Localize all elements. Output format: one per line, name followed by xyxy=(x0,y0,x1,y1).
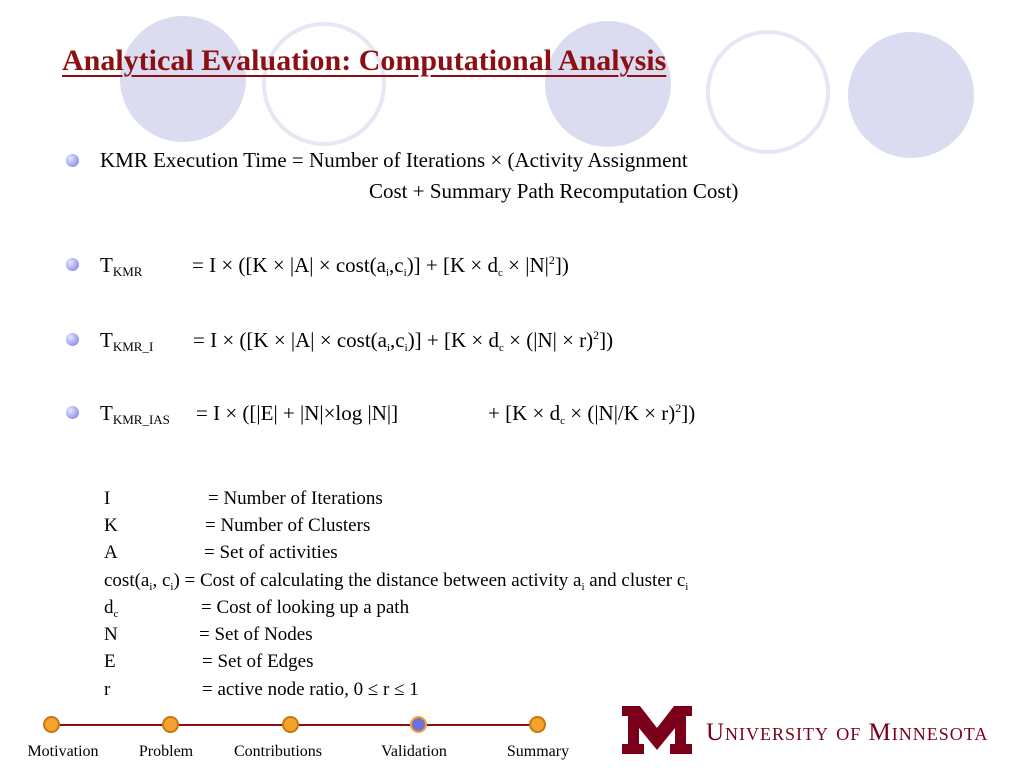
decor-ring-2 xyxy=(706,30,830,154)
formula-part: )] + [K × d xyxy=(407,328,500,352)
definition-desc-a: = Set of activities xyxy=(204,542,338,563)
formula-part: + [K × d xyxy=(488,401,561,425)
bullet-icon xyxy=(66,406,79,419)
formula-subscript: i xyxy=(385,267,390,279)
decor-ring-1 xyxy=(262,22,386,146)
definition-subscript: i xyxy=(170,581,174,593)
formula-subscript: c xyxy=(498,267,503,279)
university-logo-mark xyxy=(620,706,694,754)
definition-term-n: N xyxy=(104,624,118,645)
nav-link-validation[interactable]: Validation xyxy=(381,743,447,760)
definition-term-r: r xyxy=(104,679,111,700)
formula-t-kmr-i xyxy=(100,328,154,354)
decor-circle-1 xyxy=(120,16,246,142)
nav-link-summary[interactable]: Summary xyxy=(506,743,570,760)
definition-desc-n: = Set of Nodes xyxy=(199,624,313,645)
definition-part: d xyxy=(104,597,114,618)
bullet-kmr-execution-time-line2: Cost + Summary Path Recomputation Cost) xyxy=(369,179,739,203)
definition-cost xyxy=(104,570,689,593)
bullet-icon xyxy=(66,333,79,346)
slide-title: Analytical Evaluation: Computational Analysis xyxy=(62,44,667,77)
formula-part: × |N| xyxy=(502,253,549,277)
definition-term-i: I xyxy=(104,488,111,509)
nav-dot-validation[interactable] xyxy=(410,716,427,733)
nav-dot-motivation[interactable] xyxy=(43,716,60,733)
formula-superscript: 2 xyxy=(675,401,682,415)
formula-superscript: 2 xyxy=(548,253,555,267)
formula-part: = I × ([K × |A| × cost(a xyxy=(192,253,386,277)
nav-dot-contributions[interactable] xyxy=(282,716,299,733)
formula-subscript: i xyxy=(404,342,408,354)
formula-part: ]) xyxy=(554,253,569,277)
definition-part: cost(a xyxy=(104,570,150,591)
nav-link-contributions[interactable]: Contributions xyxy=(233,743,323,760)
formula-subscript: c xyxy=(499,342,504,354)
formula-subscript: KMR_IAS xyxy=(112,412,170,427)
formula-subscript: i xyxy=(386,342,391,354)
nav-link-motivation[interactable]: Motivation xyxy=(27,743,99,760)
formula-symbol: T xyxy=(100,253,113,277)
definition-term-e: E xyxy=(104,651,116,672)
definition-subscript: c xyxy=(113,608,119,620)
nav-link-problem[interactable]: Problem xyxy=(138,743,194,760)
formula-symbol: T xyxy=(100,328,113,352)
definition-part: and cluster c xyxy=(584,570,686,591)
formula-part: ,c xyxy=(390,328,405,352)
definition-desc-k: = Number of Clusters xyxy=(205,515,371,536)
formula-part: ,c xyxy=(389,253,404,277)
definition-subscript: i xyxy=(149,581,153,593)
formula-part: × (|N| × r) xyxy=(503,328,594,352)
formula-part: = I × ([|E| + |N|×log |N|] xyxy=(196,401,399,425)
nav-dot-summary[interactable] xyxy=(529,716,546,733)
formula-t-kmr-ias-expression-a xyxy=(196,403,398,424)
formula-t-kmr-i-expression xyxy=(193,328,614,354)
formula-t-kmr-ias xyxy=(100,401,170,427)
university-logo-text: University of Minnesota xyxy=(706,719,989,746)
formula-part: = I × ([K × |A| × cost(a xyxy=(193,328,387,352)
formula-subscript: KMR xyxy=(112,264,143,279)
nav-dot-problem[interactable] xyxy=(162,716,179,733)
formula-part: )] + [K × d xyxy=(406,253,499,277)
formula-t-kmr-expression xyxy=(192,253,569,279)
formula-t-kmr-ias-expression-b xyxy=(488,401,696,427)
formula-part: ]) xyxy=(599,328,614,352)
definition-part: , c xyxy=(152,570,171,591)
definition-part: ) = Cost of calculating the distance between activity a xyxy=(173,570,582,591)
definition-term-dc xyxy=(104,597,119,620)
bullet-kmr-execution-time-line1: KMR Execution Time = Number of Iterations × (Activity Assignment xyxy=(100,148,688,172)
formula-t-kmr xyxy=(100,253,143,279)
formula-superscript: 2 xyxy=(593,328,600,342)
decor-circle-3 xyxy=(848,32,974,158)
definition-term-a: A xyxy=(104,542,118,563)
definition-desc-r: = active node ratio, 0 ≤ r ≤ 1 xyxy=(202,679,419,700)
formula-subscript: KMR_I xyxy=(112,339,154,354)
formula-subscript: i xyxy=(403,267,407,279)
formula-part: × (|N|/K × r) xyxy=(565,401,676,425)
decor-circle-2 xyxy=(545,21,671,147)
definition-term-k: K xyxy=(104,515,118,536)
bullet-icon xyxy=(66,154,79,167)
formula-part: ]) xyxy=(681,401,696,425)
definition-desc-e: = Set of Edges xyxy=(202,651,314,672)
definition-desc-i: = Number of Iterations xyxy=(208,488,383,509)
bullet-icon xyxy=(66,258,79,271)
formula-symbol: T xyxy=(100,401,113,425)
definition-desc-dc: = Cost of looking up a path xyxy=(201,597,410,618)
definition-subscript: i xyxy=(581,581,585,593)
definition-subscript: i xyxy=(685,581,689,593)
formula-subscript: c xyxy=(560,415,565,427)
